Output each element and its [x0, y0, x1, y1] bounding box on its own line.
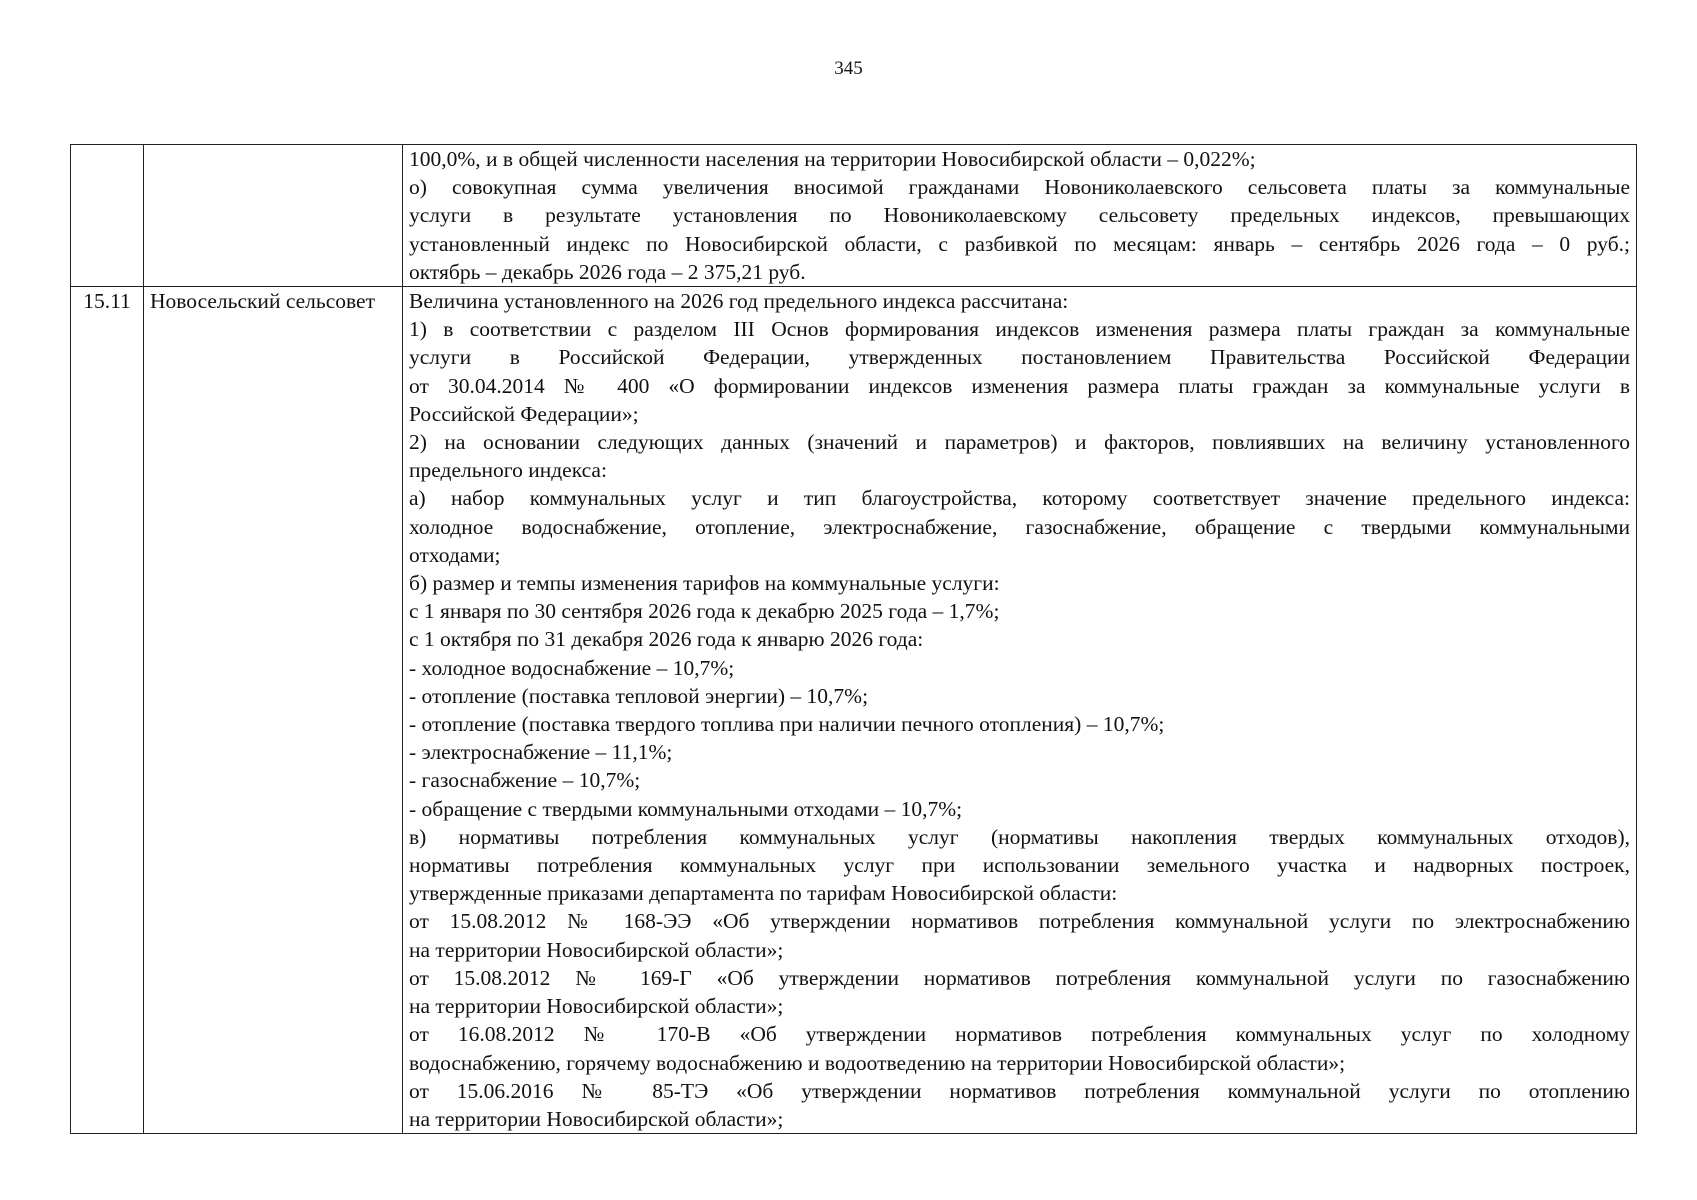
text-line: на территории Новосибирской области»;	[409, 994, 784, 1019]
page-number: 345	[834, 58, 863, 79]
text-line: 100,0%, и в общей численности населения на территории Новосибирской области – 0,022%;	[409, 147, 1256, 171]
text-line: предельного индекса:	[409, 458, 607, 483]
text-line: - обращение с твердыми коммунальными отходами – 10,7%;	[409, 796, 963, 821]
text-line: октябрь – декабрь 2026 года – 2 375,21 руб.	[409, 259, 806, 284]
text-line: на территории Новосибирской области»;	[409, 1106, 784, 1131]
text-line: Величина установленного на 2026 год предельного индекса рассчитана:	[409, 289, 1069, 314]
text-line: утвержденные приказами департамента по тарифам Новосибирской области:	[409, 881, 1118, 906]
text-line: 2) на основании следующих данных (значений и параметров) и факторов, повлиявших на величину установленного	[409, 430, 1630, 455]
text-line: а) набор коммунальных услуг и тип благоустройства, которому соответствует значение предельного индекса:	[409, 486, 1630, 511]
text-line: от 15.06.2016 № 85-ТЭ «Об утверждении нормативов потребления коммунальной услуги по отоплению	[409, 1078, 1630, 1103]
text-line: - электроснабжение – 11,1%;	[409, 740, 673, 765]
text-line: 1) в соответствии с разделом III Основ формирования индексов изменения размера платы граждан за коммунальные	[409, 317, 1630, 342]
text-line: услуги в Российской Федерации, утвержденных постановлением Правительства Российской Федерации	[409, 345, 1630, 370]
row-number-cell: 15.11	[71, 287, 144, 1134]
municipality-name-cell	[144, 145, 403, 287]
text-line: о) совокупная сумма увеличения вносимой гражданами Новониколаевского сельсовета платы за коммунальные	[409, 175, 1630, 200]
text-line: - газоснабжение – 10,7%;	[409, 768, 641, 793]
description-cell	[403, 287, 1637, 1134]
description-cell	[403, 145, 1637, 287]
row-number-cell	[71, 145, 144, 287]
municipality-name-cell: Новосельский сельсовет	[144, 287, 403, 1134]
text-line: от 30.04.2014 № 400 «О формировании индексов изменения размера платы граждан за коммунальные услуги в	[409, 373, 1630, 398]
text-line: б) размер и темпы изменения тарифов на коммунальные услуги:	[409, 571, 1000, 596]
text-line: на территории Новосибирской области»;	[409, 937, 784, 962]
text-line: от 15.08.2012 № 169-Г «Об утверждении нормативов потребления коммунальной услуги по газоснабжению	[409, 965, 1630, 990]
text-line: установленный индекс по Новосибирской области, с разбивкой по месяцам: январь – сентябрь 2026 года – 0 руб.;	[409, 231, 1630, 256]
text-line: холодное водоснабжение, отопление, электроснабжение, газоснабжение, обращение с твердыми коммунальными	[409, 514, 1630, 539]
text-line: - холодное водоснабжение – 10,7%;	[409, 655, 735, 680]
text-line: - отопление (поставка твердого топлива при наличии печного отопления) – 10,7%;	[409, 712, 1165, 737]
text-line: от 15.08.2012 № 168-ЭЭ «Об утверждении нормативов потребления коммунальной услуги по электроснабжению	[409, 909, 1630, 934]
text-line: водоснабжению, горячему водоснабжению и водоотведению на территории Новосибирской области»;	[409, 1050, 1346, 1075]
text-line: нормативы потребления коммунальных услуг при использовании земельного участка и надворных построек,	[409, 853, 1630, 878]
text-line: Российской Федерации»;	[409, 401, 639, 426]
document-table-body	[71, 145, 1637, 1134]
table-row	[71, 145, 1637, 287]
text-line: услуги в результате установления по Новониколаевскому сельсовету предельных индексов, превышающих	[409, 203, 1630, 228]
text-line: - отопление (поставка тепловой энергии) – 10,7%;	[409, 683, 869, 708]
text-line: с 1 января по 30 сентября 2026 года к декабрю 2025 года – 1,7%;	[409, 599, 1000, 624]
text-line: с 1 октября по 31 декабря 2026 года к январю 2026 года:	[409, 627, 924, 652]
table-row	[71, 287, 1637, 1134]
text-line: в) нормативы потребления коммунальных услуг (нормативы накопления твердых коммунальных отходов),	[409, 824, 1630, 849]
text-line: отходами;	[409, 542, 501, 567]
document-table	[70, 144, 1637, 1134]
text-line: от 16.08.2012 № 170-В «Об утверждении нормативов потребления коммунальных услуг по холодному	[409, 1022, 1630, 1047]
